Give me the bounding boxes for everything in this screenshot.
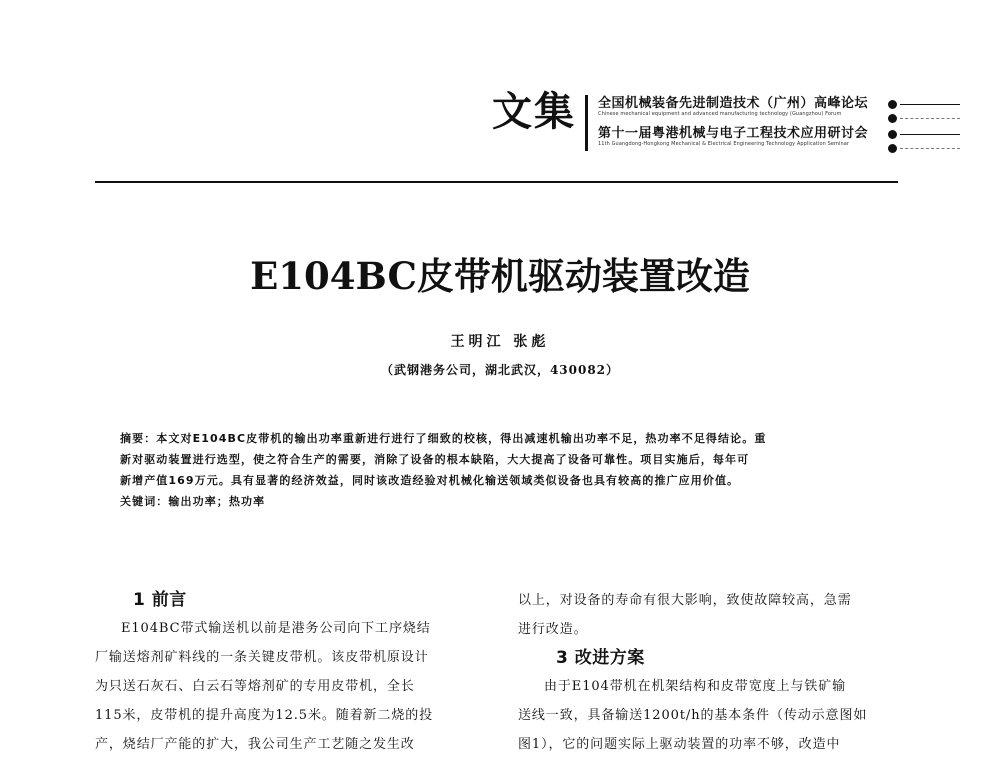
- bullet-dot-icon: [888, 114, 897, 123]
- abstract-line: 摘要：本文对E104BC皮带机的输出功率重新进行进行了细致的校核，得出减速机输出功率不足，热功率不足得结论。重: [120, 432, 767, 445]
- header-rule: [900, 134, 960, 135]
- paper-affiliation: （武钢港务公司，湖北武汉，430082）: [380, 363, 620, 377]
- abstract-line: 新对驱动装置进行选型，使之符合生产的需要，消除了设备的根本缺陷，大大提高了设备可靠性。项目实施后，每年可: [120, 453, 750, 466]
- body-line: 由于E104带机在机架结构和皮带宽度上与铁矿输: [544, 679, 847, 694]
- conference-2-subtitle: 11th Guangdong-Hongkong Mechanical & Electrical Engineering Technology Application Seminar: [598, 141, 850, 147]
- bullet-dot-icon: [888, 130, 897, 139]
- conference-1-title: 全国机械装备先进制造技术（广州）高峰论坛: [598, 96, 869, 111]
- body-line: 送线一致，具备输送1200t/h的基本条件（传动示意图如: [518, 708, 868, 723]
- body-line: 为只送石灰石、白云石等熔剂矿的专用皮带机，全长: [95, 679, 415, 694]
- section-heading: 1 前言: [133, 590, 187, 610]
- header-rule: [900, 148, 960, 149]
- body-line: 图1），它的问题实际上驱动装置的功率不够，改造中: [518, 737, 841, 752]
- body-line: 115米，皮带机的提升高度为12.5米。随着新二烧的投: [95, 708, 434, 723]
- header-divider: [585, 95, 588, 151]
- section-heading: 3 改进方案: [556, 648, 645, 668]
- abstract: [120, 428, 885, 512]
- conference-1-subtitle: Chinese mechanical equipment and advanced manufacturing technology (Guangzhou) Forum: [598, 111, 842, 117]
- bullet-dot-icon: [888, 144, 897, 153]
- journal-brand: 文集: [492, 88, 576, 135]
- keywords: 关键词：输出功率；热功率: [120, 495, 266, 508]
- abstract-line: 新增产值169万元。具有显著的经济效益，同时该改造经验对机械化输送领域类似设备也具有较高的推广应用价值。: [120, 474, 740, 487]
- conference-1: [598, 96, 868, 117]
- body-line: 厂输送熔剂矿料线的一条关键皮带机。该皮带机原设计: [95, 650, 429, 665]
- header-rule: [900, 118, 960, 119]
- conference-2-title: 第十一届粤港机械与电子工程技术应用研讨会: [598, 126, 869, 141]
- body-column-right: [518, 586, 903, 759]
- body-line: 产，烧结厂产能的扩大，我公司生产工艺随之发生改: [95, 737, 415, 752]
- paper-authors: 王明江 张彪: [450, 334, 550, 350]
- page-top-rule: [95, 181, 898, 183]
- paper-title: E104BC皮带机驱动装置改造: [250, 254, 750, 298]
- body-line: 以上，对设备的寿命有很大影响，致使故障较高，急需: [518, 593, 852, 608]
- header-rule: [900, 104, 960, 105]
- body-column-left: [95, 586, 480, 759]
- bullet-dot-icon: [888, 100, 897, 109]
- conference-2: [598, 126, 868, 147]
- body-line: 进行改造。: [518, 622, 588, 637]
- body-line: E104BC带式输送机以前是港务公司向下工序烧结: [121, 621, 431, 636]
